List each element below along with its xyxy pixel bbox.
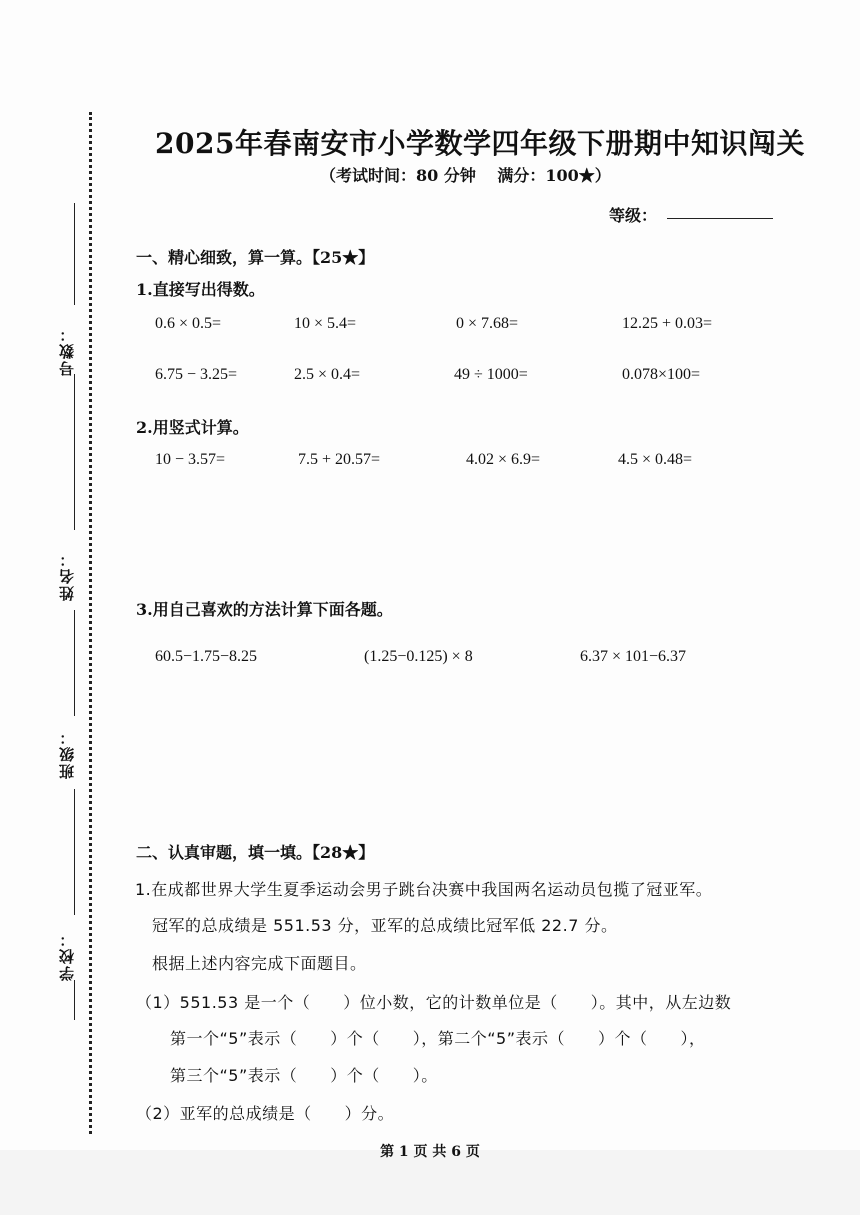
name-label: 姓名： [58, 550, 76, 601]
q3-expression: 6.37 × 101−6.37 [580, 648, 687, 665]
grade-label: 等级： [609, 206, 658, 225]
q3-expression: (1.25−0.125) × 8 [364, 648, 473, 665]
s2-q1-part1-line2: 第一个“5”表示（ ）个（ ），第二个“5”表示（ ）个（ ）， [170, 1029, 706, 1048]
blank-line-number [74, 203, 75, 305]
s2-q1-part2: （2）亚军的总成绩是（ ）分。 [136, 1104, 395, 1123]
q2-expression: 4.5 × 0.48= [618, 451, 693, 468]
q2-expression: 7.5 + 20.57= [298, 451, 381, 468]
q1-expression: 10 × 5.4= [294, 315, 357, 332]
section1-heading: 一、精心细致，算一算。【25★】 [136, 248, 375, 267]
class-label: 班级： [58, 728, 76, 779]
q2-expression: 4.02 × 6.9= [466, 451, 541, 468]
q2-label: 2.用竖式计算。 [136, 418, 249, 437]
blank-line-school-bottom [74, 980, 75, 1020]
q3-expression: 60.5−1.75−8.25 [155, 648, 258, 665]
section2-heading: 二、认真审题，填一填。【28★】 [136, 843, 375, 862]
q1-expression: 0.6 × 0.5= [155, 315, 222, 332]
binding-dotted-line [89, 112, 92, 1134]
s2-q1-line3: 根据上述内容完成下面题目。 [152, 954, 367, 973]
blank-line-school-top [74, 789, 75, 915]
s2-q1-part1-line1: （1）551.53 是一个（ ）位小数，它的计数单位是（ ）。其中，从左边数 [136, 993, 732, 1012]
page-number: 第 1 页 共 6 页 [380, 1144, 480, 1160]
q1-expression: 6.75 − 3.25= [155, 366, 238, 383]
number-label: 号数： [58, 325, 76, 376]
exam-info: （考试时间：80 分钟 满分：100★） [320, 166, 611, 185]
blank-line-class-top [74, 610, 75, 716]
q3-label: 3.用自己喜欢的方法计算下面各题。 [136, 600, 393, 619]
s2-q1-part1-line3: 第三个“5”表示（ ）个（ ）。 [170, 1066, 438, 1085]
q1-expression: 2.5 × 0.4= [294, 366, 361, 383]
page-title: 2025年春南安市小学数学四年级下册期中知识闯关 [155, 127, 805, 160]
q1-expression: 0.078×100= [622, 366, 701, 383]
q1-expression: 12.25 + 0.03= [622, 315, 713, 332]
q1-expression: 0 × 7.68= [456, 315, 519, 332]
q1-label: 1.直接写出得数。 [136, 280, 265, 299]
grade-blank [667, 218, 773, 219]
school-label: 学校： [58, 930, 76, 981]
q1-expression: 49 ÷ 1000= [454, 366, 528, 383]
s2-q1-line2: 冠军的总成绩是 551.53 分，亚军的总成绩比冠军低 22.7 分。 [152, 916, 618, 935]
blank-line-name-top [74, 374, 75, 530]
q2-expression: 10 − 3.57= [155, 451, 226, 468]
s2-q1-line1: 1.在成都世界大学生夏季运动会男子跳台决赛中我国两名运动员包揽了冠亚军。 [135, 880, 713, 899]
